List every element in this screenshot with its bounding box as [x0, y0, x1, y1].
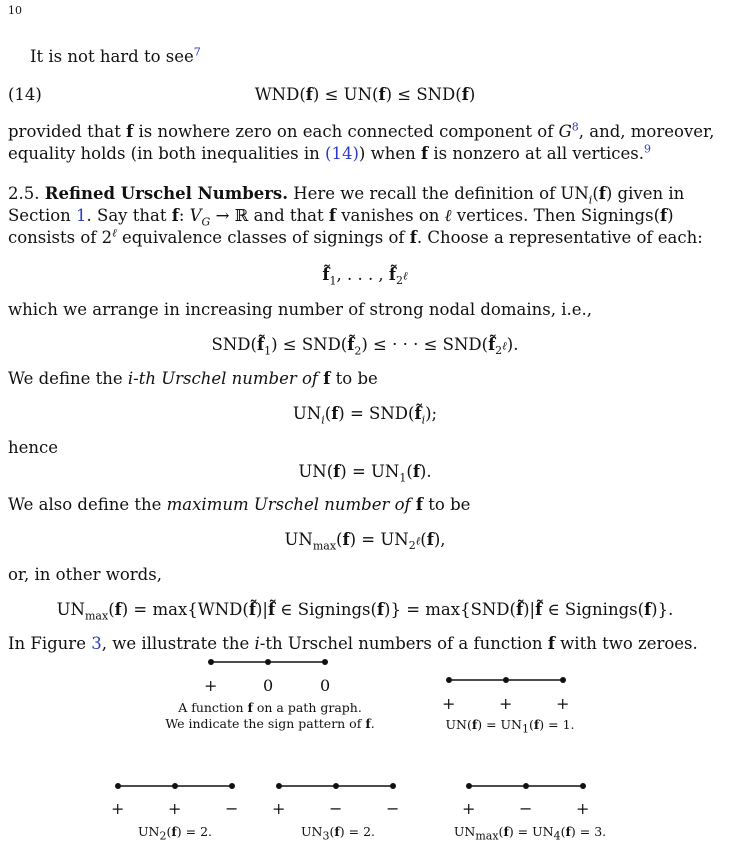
footnote-8-link[interactable]: 8: [571, 120, 579, 134]
equation-un-1: [0, 461, 730, 483]
paragraph-1-line-1: [8, 121, 714, 143]
vertex: [229, 783, 235, 789]
vertex: [580, 783, 586, 789]
panel-1-caption-1: A function f on a path graph.: [178, 700, 362, 715]
un-1-body: $UN(f) = UN_1(f)$.: [298, 462, 432, 485]
section-number: 2.5.: [8, 184, 40, 203]
equation-ordering: [0, 334, 730, 356]
vertex: [276, 783, 282, 789]
para1-text-d: equality holds (in both inequalities in: [8, 144, 326, 163]
section-text-c: Section: [8, 206, 77, 225]
vertex: [560, 677, 566, 683]
page-number: 10: [8, 4, 22, 17]
footnote-9-link[interactable]: 9: [644, 142, 651, 156]
vertex: [523, 783, 529, 789]
panel-1-caption-2: We indicate the sign pattern of f.: [165, 716, 375, 731]
section-2-5-line-1: [8, 183, 684, 205]
path-graph-2: [443, 673, 573, 687]
equation-14: [0, 84, 730, 106]
define2-post: to be: [423, 495, 471, 514]
panel-2-caption: $UN(f) = UN_1(f) = 1$.: [445, 717, 575, 736]
path-graph-5: [463, 779, 593, 793]
vertex: [466, 783, 472, 789]
para1-f: f: [126, 122, 134, 141]
panel-5-caption: $UN_{max}(f) = UN_4(f) = 3$.: [453, 824, 607, 843]
section-2-5-line-3: [8, 227, 703, 249]
section-text-e: consists of $2^\ell$ equivalence classes of signings of f. Choose a representative of each:: [8, 226, 703, 247]
sign-label: +: [111, 799, 125, 818]
equation-representatives: [0, 264, 730, 286]
sub-i: i: [588, 193, 593, 207]
intro-line: [30, 46, 201, 68]
intro-text: It is not hard to see: [30, 47, 194, 66]
other-words-text: or, in other words,: [8, 565, 162, 584]
section-text-b: (f) given in: [592, 184, 685, 203]
sign-label: −: [225, 799, 239, 818]
vertex: [446, 677, 452, 683]
para1-text-c: , and, moreover,: [578, 122, 715, 141]
section-text-d: . Say that f: $V_G$ → ℝ and that f vanishes on ℓ vertices. Then Signings(f): [86, 206, 674, 229]
eq-14-link[interactable]: (14): [325, 144, 359, 163]
vertex: [172, 783, 178, 789]
sign-label: +: [576, 799, 590, 818]
figure-intro-pre: In Figure: [8, 634, 92, 653]
sign-label: −: [519, 799, 533, 818]
sign-label: +: [556, 694, 570, 713]
vertex: [503, 677, 509, 683]
define1-pre: We define the: [8, 369, 128, 388]
para1-f2: f: [420, 144, 429, 163]
sign-label: +: [168, 799, 182, 818]
define2-italic: maximum Urschel number of: [166, 495, 416, 514]
un-max-body: $UN_{max}(f) = UN_{2^\ell}(f)$,: [284, 530, 446, 553]
define-i-th-line: [8, 368, 378, 390]
define1-bold: f: [323, 369, 331, 388]
define1-post: to be: [330, 369, 378, 388]
define2-bold: f: [415, 495, 424, 514]
section-2-5-line-2: [8, 205, 674, 227]
vertex: [115, 783, 121, 789]
hence-text: hence: [8, 438, 59, 457]
define2-pre: We also define the: [8, 495, 167, 514]
un-max-2-body: $UN_{max}(f)$ = max{WND(f̃)|f̃ ∈ Signings(f)} = max{SND(f̃)|f̃ ∈ Signings(f)}.: [56, 600, 674, 623]
sign-label: +: [442, 694, 456, 713]
path-graph-3: [112, 779, 242, 793]
vertex: [322, 659, 328, 665]
equation-un-max: [0, 529, 730, 551]
section-1-link[interactable]: 1: [76, 206, 87, 225]
path-graph-1: [205, 655, 335, 669]
vertex: [333, 783, 339, 789]
sign-label: −: [386, 799, 400, 818]
sign-label: +: [204, 676, 218, 695]
un-i-body: $UN_i(f)$ = $SND(f̃_i)$;: [292, 404, 438, 427]
vertex: [265, 659, 271, 665]
para1-g: G: [558, 122, 572, 141]
equation-un-i: [0, 403, 730, 425]
equation-label-14: (14): [8, 85, 42, 104]
panel-4-caption: $UN_3(f) = 2$.: [301, 824, 375, 843]
figure-3-link[interactable]: 3: [91, 634, 102, 653]
para1-text-b: is nowhere zero on each connected component of: [133, 122, 559, 141]
sign-label: +: [272, 799, 286, 818]
section-title: Refined Urschel Numbers.: [44, 184, 288, 203]
equation-un-max-2: [0, 599, 730, 621]
equation-14-body: WND(f) ≤ UN(f) ≤ SND(f): [254, 85, 476, 104]
sign-label: 0: [320, 676, 331, 695]
vertex: [208, 659, 214, 665]
ordering-body: $SND(f̃_1)$ ≤ $SND(f̃_2)$ ≤ · · · ≤ $SND(f̃_{2^\ell})$.: [211, 335, 519, 358]
vertex: [390, 783, 396, 789]
para1-text-a: provided that: [8, 122, 127, 141]
para1-text-f: is nonzero at all vertices.: [428, 144, 644, 163]
path-graph-4: [273, 779, 403, 793]
sign-label: +: [499, 694, 513, 713]
define1-italic: i-th Urschel number of: [127, 369, 324, 388]
paragraph-1-line-2: [8, 143, 651, 165]
figure-intro-post: , we illustrate the i-th Urschel numbers of a function f with two zeroes.: [101, 634, 698, 653]
para1-text-e: ) when: [358, 144, 421, 163]
define-max-line: [8, 494, 470, 516]
sign-label: 0: [263, 676, 274, 695]
sign-label: +: [462, 799, 476, 818]
arrange-text: which we arrange in increasing number of strong nodal domains, i.e.,: [8, 300, 592, 319]
figure-intro: [8, 633, 698, 655]
sign-label: −: [329, 799, 343, 818]
section-text-a: Here we recall the definition of UN: [287, 184, 589, 203]
panel-3-caption: $UN_2(f) = 2$.: [138, 824, 212, 843]
footnote-7-link[interactable]: 7: [193, 45, 201, 59]
representatives-body: $f̃_1$, . . . , $f̃_{2^\ell}$: [322, 265, 408, 288]
